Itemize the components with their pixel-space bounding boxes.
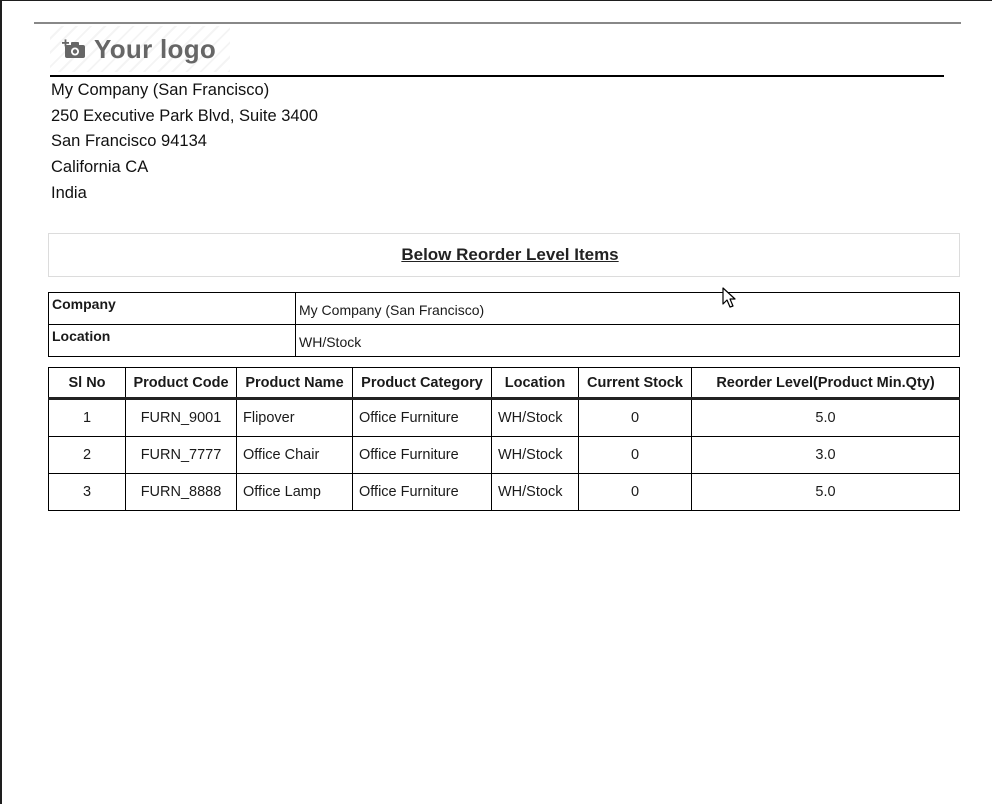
column-header-sl-no: Sl No (49, 368, 126, 399)
cell-product-name: Office Lamp (237, 474, 353, 511)
table-row (49, 399, 960, 437)
cell-reorder-level: 5.0 (692, 399, 960, 437)
cell-current-stock: 0 (579, 437, 692, 474)
column-header-current-stock: Current Stock (579, 368, 692, 399)
column-header-product-code: Product Code (126, 368, 237, 399)
cell-product-code: FURN_9001 (126, 399, 237, 437)
column-header-product-name: Product Name (237, 368, 353, 399)
company-logo (50, 26, 230, 72)
window-left-border (0, 0, 2, 804)
info-value: My Company (San Francisco) (296, 293, 960, 325)
cell-product-name: Office Chair (237, 437, 353, 474)
cell-product-code: FURN_7777 (126, 437, 237, 474)
cell-location: WH/Stock (492, 474, 579, 511)
address-city-zip: San Francisco 94134 (51, 132, 207, 151)
info-row-location (49, 325, 960, 357)
cell-product-code: FURN_8888 (126, 474, 237, 511)
report-info-table (48, 292, 960, 357)
column-header-product-category: Product Category (353, 368, 492, 399)
address-state: California CA (51, 158, 149, 177)
cell-sl-no: 1 (49, 399, 126, 437)
info-row-company (49, 293, 960, 325)
table-header-row (49, 368, 960, 399)
window-top-border (0, 0, 992, 1)
address-company-name: My Company (San Francisco) (51, 81, 270, 99)
cell-current-stock: 0 (579, 399, 692, 437)
address-street: 250 Executive Park Blvd, Suite 3400 (51, 106, 318, 125)
cell-reorder-level: 5.0 (692, 474, 960, 511)
cell-reorder-level: 3.0 (692, 437, 960, 474)
address-country: India (51, 183, 87, 202)
report-title-box (48, 233, 960, 277)
cell-location: WH/Stock (492, 437, 579, 474)
cell-sl-no: 2 (49, 437, 126, 474)
report-title: Below Reorder Level Items (401, 245, 619, 264)
mouse-pointer-icon (722, 287, 738, 309)
cell-current-stock: 0 (579, 474, 692, 511)
reorder-items-table (48, 367, 960, 511)
company-address (51, 78, 318, 207)
cell-sl-no: 3 (49, 474, 126, 511)
header-bottom-rule (50, 75, 944, 77)
info-label: Company (49, 293, 296, 325)
info-label: Location (49, 325, 296, 357)
table-row (49, 474, 960, 511)
info-value: WH/Stock (296, 325, 960, 357)
table-row (49, 437, 960, 474)
cell-product-name: Flipover (237, 399, 353, 437)
cell-product-category: Office Furniture (353, 437, 492, 474)
column-header-location: Location (492, 368, 579, 399)
header-top-rule (34, 22, 961, 24)
camera-plus-icon (62, 39, 86, 59)
cell-location: WH/Stock (492, 399, 579, 437)
logo-text: Your logo (94, 33, 217, 64)
cell-product-category: Office Furniture (353, 474, 492, 511)
cell-product-category: Office Furniture (353, 399, 492, 437)
column-header-reorder-level: Reorder Level(Product Min.Qty) (692, 368, 960, 399)
